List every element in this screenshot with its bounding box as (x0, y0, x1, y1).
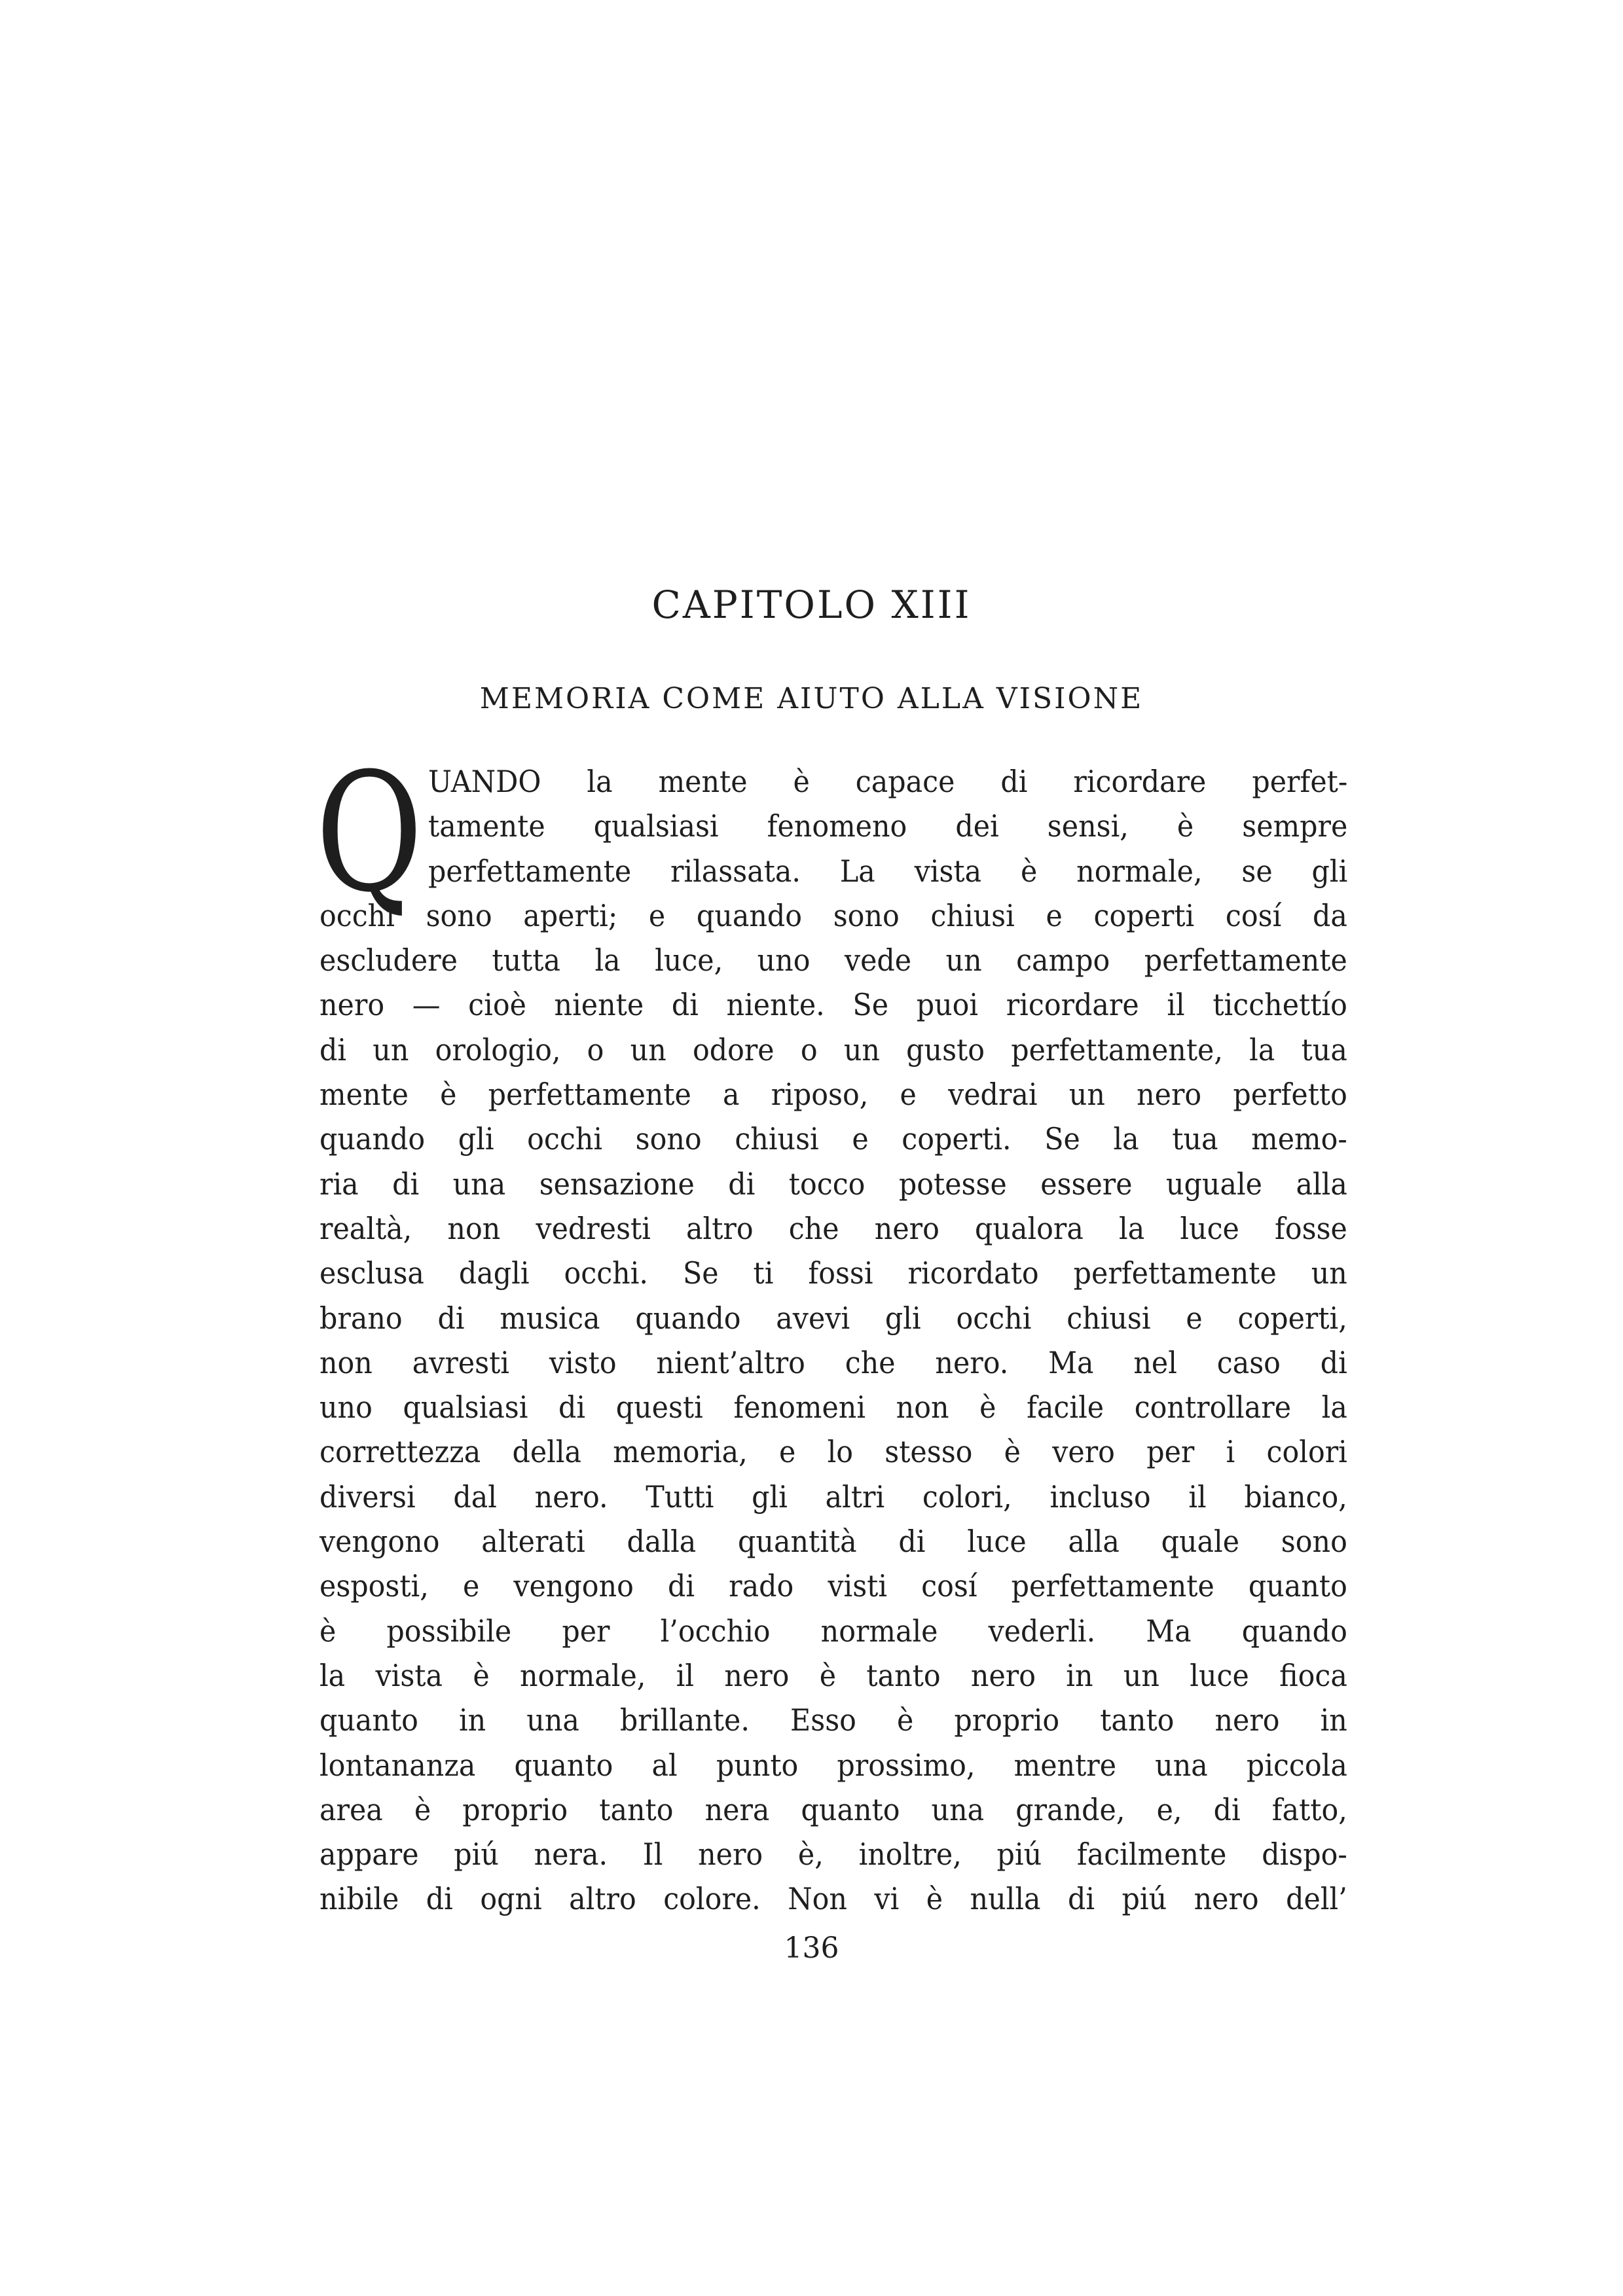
text-line: di un orologio, o un odore o un gusto perfettamente, la tua (319, 1031, 1347, 1067)
text-line: quanto in una brillante. Esso è proprio tanto nero in (319, 1702, 1347, 1738)
text-line: brano di musica quando avevi gli occhi chiusi e coperti, (319, 1300, 1347, 1336)
text-line: realtà, non vedresti altro che nero qualora la luce fosse (319, 1210, 1347, 1246)
text-line: appare piú nera. Il nero è, inoltre, piú facilmente dispo- (319, 1837, 1347, 1873)
text-line: diversi dal nero. Tutti gli altri colori, incluso il bianco, (319, 1479, 1347, 1515)
text-line: quando gli occhi sono chiusi e coperti. Se la tua memo- (319, 1121, 1347, 1157)
text-line: esclusa dagli occhi. Se ti fossi ricordato perfettamente un (319, 1255, 1347, 1291)
body-text (319, 759, 1347, 1922)
text-line: correttezza della memoria, e lo stesso è vero per i colori (319, 1434, 1347, 1470)
text-line: la vista è normale, il nero è tanto nero in un luce fioca (319, 1657, 1347, 1693)
text-line: nibile di ogni altro colore. Non vi è nulla di piú nero dell’ (319, 1881, 1347, 1917)
text-line: perfettamente rilassata. La vista è normale, se gli (428, 853, 1348, 889)
text-line: esposti, e vengono di rado visti cosí perfettamente quanto (319, 1568, 1347, 1604)
text-line: area è proprio tanto nera quanto una grande, e, di fatto, (319, 1791, 1347, 1827)
text-line: è possibile per l’occhio normale vederli. Ma quando (319, 1613, 1347, 1649)
drop-cap: Q (316, 738, 423, 928)
text-line: escludere tutta la luce, uno vede un campo perfettamente (319, 942, 1347, 978)
text-line: UANDO la mente è capace di ricordare perfet- (428, 764, 1348, 799)
chapter-subtitle: MEMORIA COME AIUTO ALLA VISIONE (479, 682, 1144, 715)
text-line: vengono alterati dalla quantità di luce alla quale sono (319, 1524, 1347, 1560)
page-number: 136 (784, 1931, 839, 1965)
text-line: ria di una sensazione di tocco potesse essere uguale alla (319, 1166, 1347, 1202)
text-line: mente è perfettamente a riposo, e vedrai un nero perfetto (319, 1077, 1347, 1113)
text-line: nero — cioè niente di niente. Se puoi ricordare il ticchettío (319, 987, 1347, 1023)
chapter-title: CAPITOLO XIII (651, 583, 972, 627)
text-line: non avresti visto nient’altro che nero. Ma nel caso di (319, 1344, 1347, 1380)
text-line: uno qualsiasi di questi fenomeni non è facile controllare la (319, 1390, 1347, 1426)
text-line: occhi sono aperti; e quando sono chiusi e coperti cosí da (319, 897, 1347, 933)
text-line: lontananza quanto al punto prossimo, mentre una piccola (319, 1747, 1347, 1783)
text-line: tamente qualsiasi fenomeno dei sensi, è sempre (428, 808, 1348, 844)
